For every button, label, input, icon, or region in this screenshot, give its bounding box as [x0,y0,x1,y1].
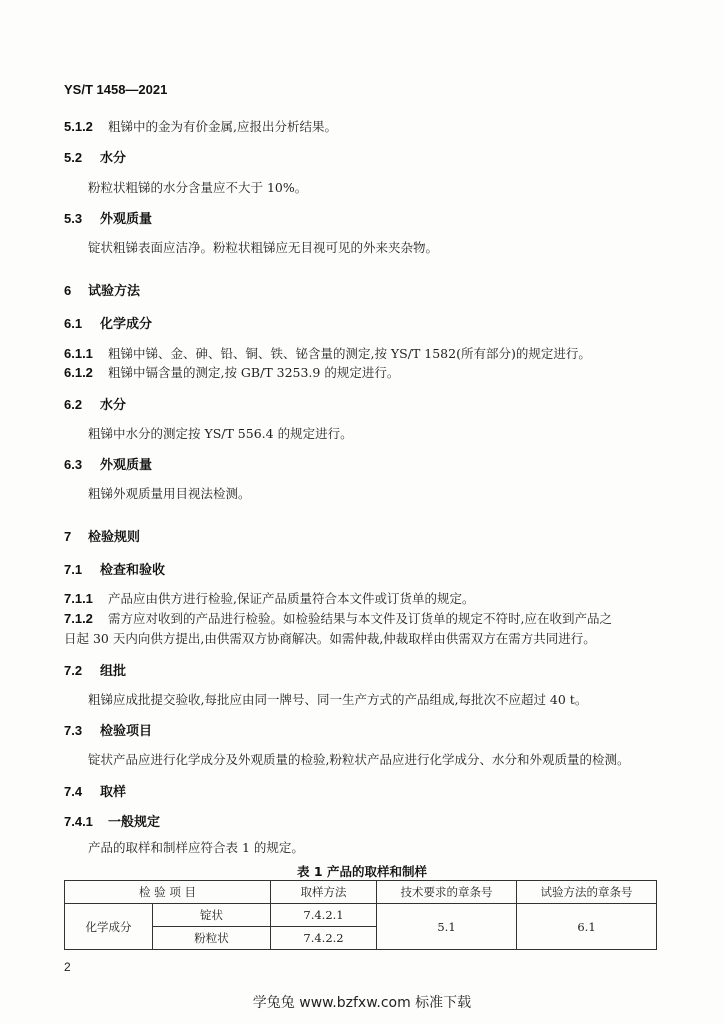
heading-7-2 [64,660,126,679]
heading-title: 外观质量 [99,458,152,473]
table-header-row [65,881,657,904]
heading-number: 7 [64,529,72,544]
clause-6-1-2 [64,363,399,381]
table-header: 检 验 项 目 [65,881,271,904]
heading-7-4-1 [64,811,160,830]
footer-watermark: 学兔兔 www.bzfxw.com 标准下载 [252,995,472,1011]
heading-number: 7.3 [64,723,83,738]
table-cell: 7.4.2.1 [271,904,377,927]
clause-text: 需方应对收到的产品进行检验。如检验结果与本文件及订货单的规定不符时,应在收到产品之 [107,611,612,626]
heading-7 [64,526,140,545]
heading-number: 7.2 [64,663,83,678]
heading-number: 6.2 [64,397,83,412]
heading-number: 6.3 [64,457,83,472]
clause-number: 7.1.1 [64,591,93,606]
paragraph: 锭状粗锑表面应洁净。粉粒状粗锑应无目视可见的外来夹杂物。 [88,240,439,255]
page-number: 2 [64,960,71,974]
table-header: 试验方法的章条号 [517,881,657,904]
table-cell: 5.1 [377,904,517,950]
clause-5-1-2 [64,117,337,135]
heading-number: 7.4.1 [64,814,93,829]
heading-5-3 [64,208,152,227]
clause-number: 6.1.1 [64,346,93,361]
heading-title: 试验方法 [87,284,140,299]
heading-7-1 [64,559,165,578]
heading-number: 5.3 [64,211,83,226]
table-cell: 粉粒状 [153,927,271,950]
clause-text: 产品应由供方进行检验,保证产品质量符合本文件或订货单的规定。 [107,591,475,606]
heading-title: 组批 [99,664,126,679]
paragraph: 粗锑应成批提交验收,每批应由同一牌号、同一生产方式的产品组成,每批次不应超过 40 t。 [88,692,588,707]
heading-number: 6.1 [64,316,83,331]
paragraph: 粗锑外观质量用目视法检测。 [88,486,251,501]
table-caption: 表 1 产品的取样和制样 [297,864,427,879]
paragraph: 产品的取样和制样应符合表 1 的规定。 [88,840,304,855]
heading-title: 水分 [99,398,126,413]
heading-6-1 [64,313,152,332]
heading-number: 5.2 [64,150,83,165]
heading-title: 水分 [99,151,126,166]
paragraph: 锭状产品应进行化学成分及外观质量的检验,粉粒状产品应进行化学成分、水分和外观质量的检测。 [88,752,630,767]
table-cell: 锭状 [153,904,271,927]
clause-text: 粗锑中的金为有价金属,应报出分析结果。 [107,119,337,134]
heading-title: 外观质量 [99,212,152,227]
heading-number: 7.1 [64,562,83,577]
clause-text: 粗锑中镉含量的测定,按 GB/T 3253.9 的规定进行。 [107,365,400,380]
heading-6-3 [64,454,152,473]
paragraph: 粗锑中水分的测定按 YS/T 556.4 的规定进行。 [88,426,353,441]
table-row [65,904,657,927]
clause-6-1-1 [64,344,591,362]
clause-text: 粗锑中锑、金、砷、铅、铜、铁、铋含量的测定,按 YS/T 1582(所有部分)的规定进行。 [107,346,591,361]
table-header: 技术要求的章条号 [377,881,517,904]
heading-title: 化学成分 [99,317,152,332]
clause-number: 6.1.2 [64,365,93,380]
clause-number: 7.1.2 [64,611,93,626]
table-header: 取样方法 [271,881,377,904]
heading-title: 检验规则 [87,530,140,545]
heading-number: 7.4 [64,784,83,799]
heading-title: 检验项目 [99,724,152,739]
heading-6 [64,280,140,299]
clause-number: 5.1.2 [64,119,93,134]
heading-5-2 [64,147,126,166]
table-cell: 6.1 [517,904,657,950]
heading-7-4 [64,781,126,800]
heading-title: 检查和验收 [99,563,165,578]
clause-7-1-1 [64,589,474,607]
heading-7-3 [64,720,152,739]
heading-6-2 [64,394,126,413]
table-cell-group: 化学成分 [65,904,153,950]
clause-continuation: 日起 30 天内向供方提出,由供需双方协商解决。如需仲裁,仲裁取样由供需双方在需方共同进行。 [64,631,596,646]
heading-title: 取样 [99,785,126,800]
paragraph: 粉粒状粗锑的水分含量应不大于 10%。 [88,180,308,195]
table-cell: 7.4.2.2 [271,927,377,950]
heading-title: 一般规定 [107,815,160,830]
heading-number: 6 [64,283,72,298]
sampling-table [64,880,657,950]
clause-7-1-2 [64,609,612,627]
standard-code: YS/T 1458—2021 [64,82,168,97]
